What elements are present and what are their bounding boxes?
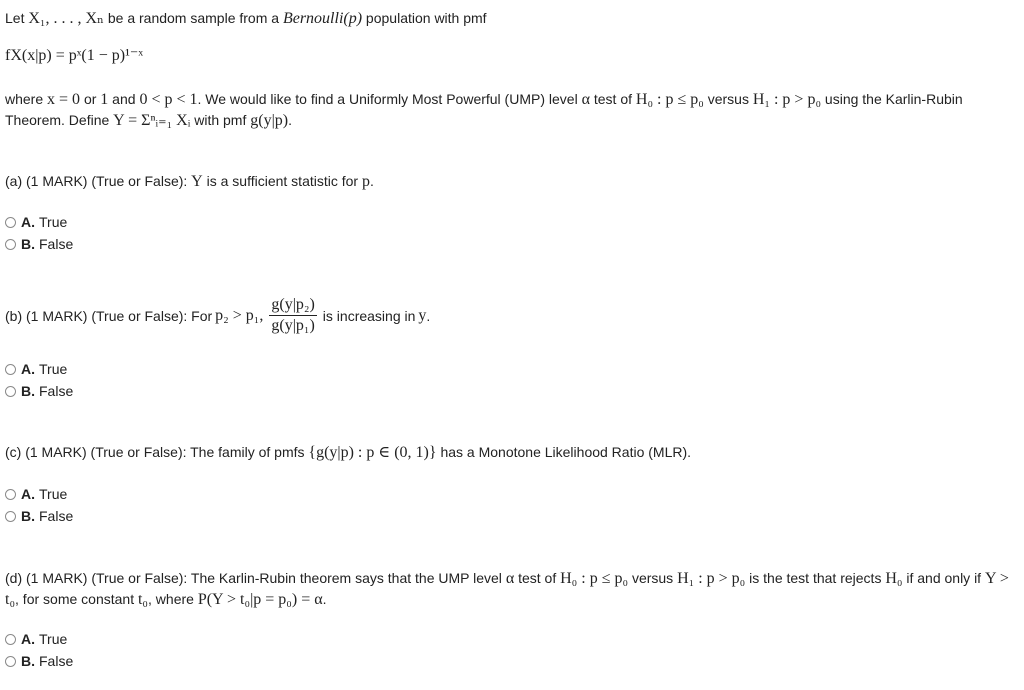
text: with pmf bbox=[190, 112, 251, 128]
radio-button[interactable] bbox=[5, 511, 16, 522]
question-label: (c) (1 MARK) (True or False): The family of pmfs bbox=[5, 444, 309, 460]
question-d bbox=[5, 568, 1015, 610]
option-text: False bbox=[39, 508, 74, 524]
option-letter: A. bbox=[21, 631, 35, 647]
text: and bbox=[108, 91, 140, 107]
math: {g(y|p) : p ∈ (0, 1)} bbox=[308, 444, 437, 461]
option-letter: B. bbox=[21, 236, 35, 252]
option-a-false[interactable] bbox=[5, 235, 73, 253]
fraction-numerator: g(y|p₂) bbox=[269, 296, 316, 316]
option-text: True bbox=[39, 214, 68, 230]
option-text: False bbox=[39, 236, 74, 252]
option-letter: B. bbox=[21, 653, 35, 669]
option-b-false[interactable] bbox=[5, 382, 73, 400]
text: if and only if bbox=[902, 570, 985, 586]
math: Y bbox=[191, 173, 203, 190]
option-letter: B. bbox=[21, 383, 35, 399]
math-y-definition: Y = Σⁿᵢ₌₁ Xᵢ bbox=[113, 112, 191, 129]
option-d-true[interactable] bbox=[5, 630, 67, 648]
option-letter: A. bbox=[21, 361, 35, 377]
option-d-false[interactable] bbox=[5, 652, 73, 670]
radio-button[interactable] bbox=[5, 217, 16, 228]
intro-line bbox=[5, 9, 487, 28]
math: x = 0 bbox=[47, 91, 81, 108]
intro-text: Let bbox=[5, 10, 29, 26]
radio-button[interactable] bbox=[5, 386, 16, 397]
math-distribution: Bernoulli(p) bbox=[282, 10, 363, 27]
option-b-true[interactable] bbox=[5, 360, 67, 378]
option-text: False bbox=[39, 653, 74, 669]
math-h1: H₁ : p > p₀ bbox=[752, 91, 822, 108]
radio-button[interactable] bbox=[5, 239, 16, 250]
math-h0: H₀ : p ≤ p₀ bbox=[635, 91, 704, 108]
text: , where bbox=[148, 591, 198, 607]
math-condition: Y > t₀ bbox=[5, 570, 1009, 608]
text: . bbox=[322, 591, 327, 607]
radio-button[interactable] bbox=[5, 489, 16, 500]
option-text: True bbox=[39, 486, 68, 502]
text: versus bbox=[628, 570, 678, 586]
text: where bbox=[5, 91, 48, 107]
intro-text: population with pmf bbox=[362, 10, 487, 26]
math-sample: X₁, . . . , Xₙ bbox=[28, 10, 104, 27]
option-text: False bbox=[39, 383, 74, 399]
math: y bbox=[418, 306, 427, 324]
option-text: True bbox=[39, 631, 68, 647]
text: . bbox=[426, 307, 431, 324]
question-label: (b) (1 MARK) (True or False): For bbox=[5, 307, 213, 324]
math-h0: H₀ bbox=[885, 570, 903, 587]
text: test of bbox=[589, 91, 636, 107]
math-probability: P(Y > t₀|p = p₀) = α bbox=[197, 591, 323, 608]
intro-text: be a random sample from a bbox=[103, 10, 283, 26]
text: is a sufficient statistic for bbox=[202, 173, 362, 189]
math-alpha: α bbox=[505, 570, 515, 587]
option-letter: A. bbox=[21, 214, 35, 230]
math-h0: H₀ : p ≤ p₀ bbox=[560, 570, 629, 587]
text: . bbox=[369, 173, 374, 189]
text: , for some constant bbox=[15, 591, 138, 607]
question-b bbox=[5, 296, 430, 335]
pmf-formula bbox=[5, 47, 143, 65]
radio-button[interactable] bbox=[5, 634, 16, 645]
math-t0: t₀ bbox=[137, 591, 149, 608]
text: . bbox=[288, 112, 292, 128]
question-label: (d) (1 MARK) (True or False): The Karlin-Rubin theorem says that the UMP level bbox=[5, 570, 506, 586]
text: or bbox=[80, 91, 101, 107]
option-letter: B. bbox=[21, 508, 35, 524]
math-g: g(y|p) bbox=[250, 112, 289, 129]
math: p₂ > p₁, bbox=[215, 306, 264, 324]
fraction-denominator: g(y|p₁) bbox=[271, 317, 315, 334]
likelihood-ratio-fraction bbox=[269, 296, 316, 335]
text: is the test that rejects bbox=[745, 570, 886, 586]
option-c-false[interactable] bbox=[5, 507, 73, 525]
math-alpha: α bbox=[581, 91, 590, 108]
radio-button[interactable] bbox=[5, 656, 16, 667]
math: 0 < p < 1 bbox=[139, 91, 198, 108]
question-c bbox=[5, 443, 691, 462]
question-a bbox=[5, 172, 374, 191]
math: 1 bbox=[100, 91, 109, 108]
option-text: True bbox=[39, 361, 68, 377]
question-label: (a) (1 MARK) (True or False): bbox=[5, 173, 192, 189]
option-letter: A. bbox=[21, 486, 35, 502]
option-a-true[interactable] bbox=[5, 213, 67, 231]
text: has a Monotone Likelihood Ratio (MLR). bbox=[436, 444, 692, 460]
where-paragraph bbox=[5, 89, 1015, 131]
math: p bbox=[361, 173, 370, 190]
math-h1: H₁ : p > p₀ bbox=[677, 570, 746, 587]
text: test of bbox=[514, 570, 561, 586]
text: . We would like to find a Uniformly Most Powerful (UMP) level bbox=[197, 91, 582, 107]
pmf-expression: fX(x|p) = pˣ(1 − p)¹⁻ˣ bbox=[5, 47, 143, 64]
option-c-true[interactable] bbox=[5, 485, 67, 503]
radio-button[interactable] bbox=[5, 364, 16, 375]
text: versus bbox=[703, 91, 753, 107]
text: is increasing in bbox=[322, 307, 416, 324]
text: using the Karlin-Rubin Theorem. Define bbox=[5, 91, 963, 128]
